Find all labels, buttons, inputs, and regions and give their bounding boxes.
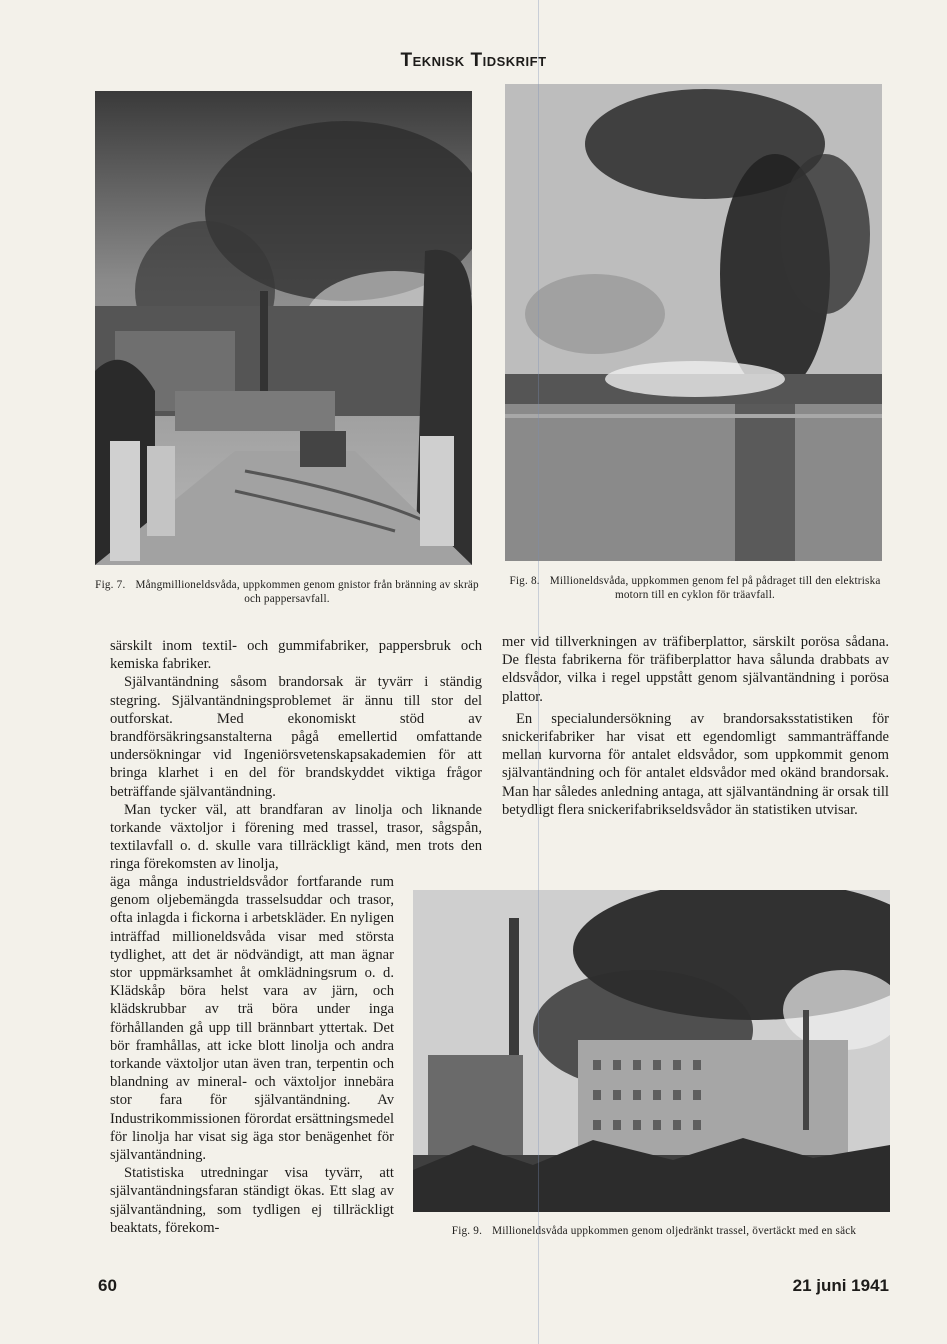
left-paragraph-1: särskilt inom textil- och gummifabriker, pappersbruk och kemiska fabriker. [110, 638, 482, 673]
fig9-caption-text: Millioneldsvåda uppkommen genom oljedränkt trassel, övertäckt med en säck [492, 1225, 857, 1237]
journal-title: Teknisk Tidskrift [400, 50, 547, 71]
fig7-number: Fig. 7. [95, 579, 126, 591]
left-paragraph-2: Självantändning såsom brandorsak är tyvärr i ständig stegring. Självantändningsproblemet är ännu till stor del outforskat. Med ekonomiskt stöd av brandförsäkringsanstalterna pågå emellertid omfattande undersökningar vid Ingeniörsvetenskapsakademien för att bringa klarhet i en del för brandskyddet viktiga frågor beträffande självantändning. [110, 674, 482, 800]
fig8-number: Fig. 8. [509, 575, 540, 587]
fig8-caption [502, 574, 888, 602]
fig7-photo [95, 91, 472, 565]
fig7-caption-text: Mångmillioneldsvåda, uppkommen genom gnistor från bränning av skräp och pappersavfall. [135, 579, 479, 605]
left-column-top [110, 637, 482, 874]
right-paragraph-2: En specialundersökning av brandorsaksstatistiken för snickerifabriker har visat ett egendomligt sammanträffande mellan kurvorna för antalet eldsvådor, som uppkommit genom självantändning och för antalet eldsvådor med okänd brandorsak. Man har således anledning antaga, att självantändning är orsak till betydligt flera snickerifabrikseldsvådor än statistiken utvisar. [502, 710, 889, 818]
issue-date: 21 juni 1941 [792, 1276, 889, 1295]
fig9-number: Fig. 9. [451, 1225, 483, 1237]
left-column-narrow [110, 873, 394, 1237]
fig9-caption [414, 1224, 894, 1238]
left-paragraph-3b: äga många industrieldsvådor fortfarande rum genom oljebemängda trasselsuddar och trasor, ofta inlagda i fickorna i arbetskläder. En nyligen inträffad millioneldsvåda visar med största tydlighet, att det är nödvändigt, att man ägnar stor uppmärksamhet åt omklädningsrum o. d. Klädskåp böra helst vara av järn, och klädskrubbar av trä böra under inga förhållanden gå upp till brännbart yttertak. Det bör framhållas, att icke blott linolja och andra torkande växtoljor utan även tran, terpentin och blandning av mineral- och växtoljor innebära stor fara för självantändning. Av Industrikommissionen förordat ersättningsmedel för linolja har visat sig äga stor benägenhet för självantändning. [110, 874, 394, 1164]
right-paragraph-1: mer vid tillverkningen av träfiberplattor, särskilt porösa sådana. De flesta fabrikerna för träfiberplattor hava sålunda drabbats av eldsvådor, vilka i regel uppstått genom självantändning i porösa plattor. [502, 634, 889, 705]
fig8-caption-text: Millioneldsvåda, uppkommen genom fel på pådraget till den elektriska motorn till en cyklon för träavfall. [549, 575, 881, 601]
fig8-photo [505, 84, 882, 561]
fig9-photo [413, 890, 890, 1212]
fig7-caption [94, 578, 480, 606]
left-paragraph-4: Statistiska utredningar visa tyvärr, att självantändningsfaran ständigt ökas. Ett slag av självantändning, som tydligen ej tillräckligt beaktats, förekom- [110, 1165, 394, 1236]
right-column [502, 633, 889, 819]
left-paragraph-3a: Man tycker väl, att brandfaran av linolja och liknande torkande växtoljor i förening med trassel, trasor, sågspån, textilavfall o. d. skulle vara tillräckligt känd, men trots den ringa förekomsten av linolja, [110, 801, 482, 873]
page-number: 60 [98, 1276, 117, 1295]
page-fold-line [538, 0, 539, 1344]
